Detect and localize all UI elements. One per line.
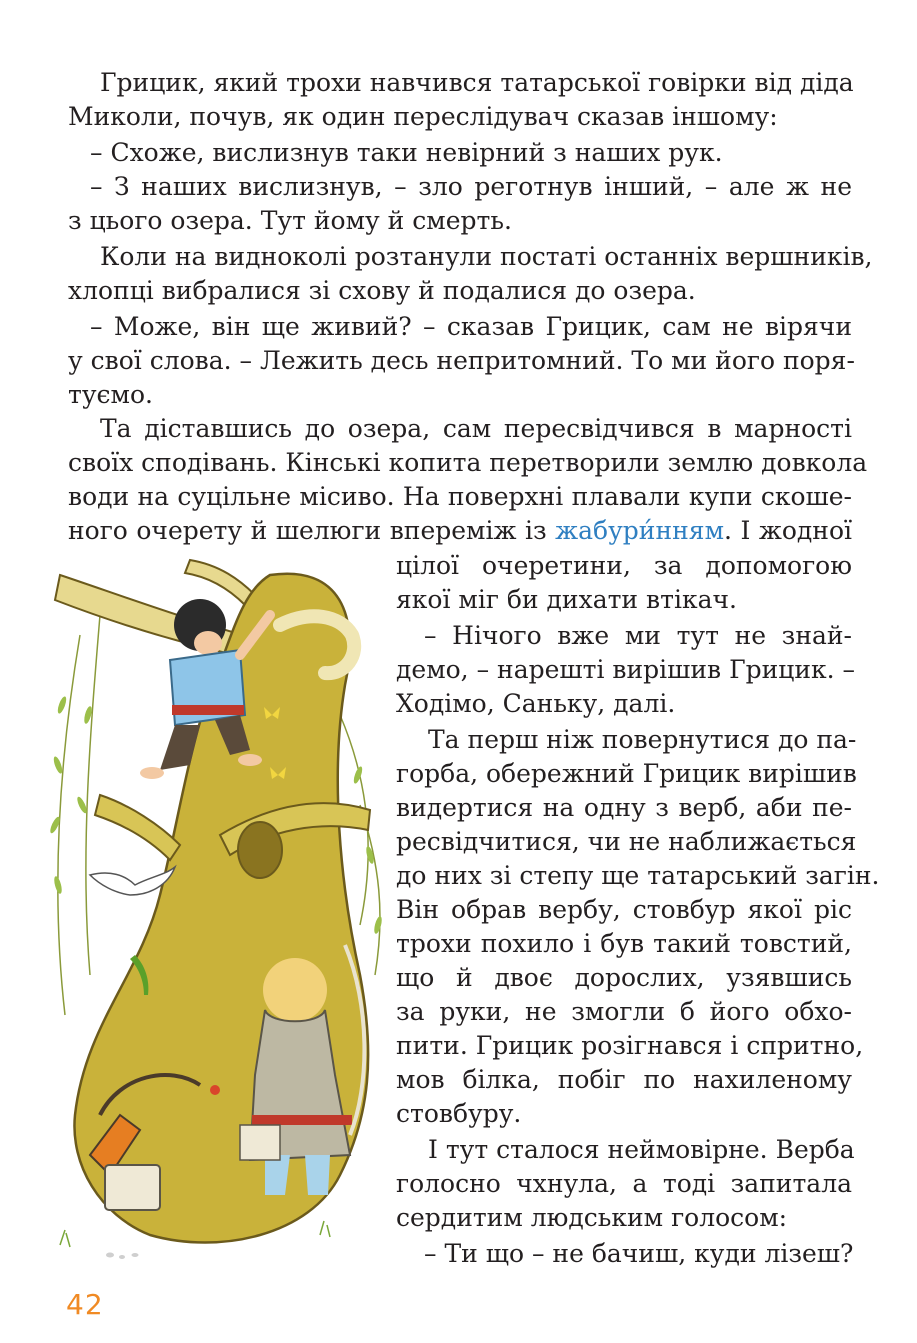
text-line: цілої очеретини, за допомогою <box>396 551 852 580</box>
willow-tree-illustration <box>40 555 390 1275</box>
tree-branch <box>95 795 180 860</box>
text-line: Та перш ніж повернутися до па- <box>428 725 857 754</box>
text-line <box>68 514 852 548</box>
text-fragment: . І жодної <box>724 516 853 545</box>
text-fragment: ного очерету й шелюги впереміж із <box>68 516 547 545</box>
pebbles <box>106 1253 139 1260</box>
text-line: трохи похило і був такий товстий, <box>396 929 852 958</box>
text-line: Він обрав вербу, стовбур якої ріс <box>396 895 852 924</box>
text-line: горба, обережний Грицик вирішив <box>396 759 857 788</box>
text-line: – Схоже, вислизнув таки невірний з наших рук. <box>90 138 723 167</box>
text-line: ресвідчитися, чи не наближається <box>396 827 857 856</box>
flower-icon <box>210 1085 220 1095</box>
text-line: І тут сталося неймовірне. Верба <box>428 1135 855 1164</box>
text-line: Ходімо, Саньку, далі. <box>396 689 676 718</box>
text-line: пити. Грицик розігнався і спритно, <box>396 1031 864 1060</box>
text-line: голосно чхнула, а тоді запитала <box>396 1169 852 1198</box>
text-line: Коли на видноколі розтанули постаті останніх вершників, <box>100 242 873 271</box>
text-line: своїх сподівань. Кінські копита перетворили землю довкола <box>68 448 868 477</box>
text-line: за руки, не змогли б його обхо- <box>396 997 852 1026</box>
text-line: у свої слова. – Лежить десь непритомний. То ми його поря- <box>68 346 855 375</box>
text-line: хлопці вибралися зі схову й подалися до озера. <box>68 276 696 305</box>
text-line: до них зі степу ще татарський загін. <box>396 861 880 890</box>
text-line: Та діставшись до озера, сам пересвідчився в марності <box>100 414 852 443</box>
bag-icon <box>105 1165 160 1210</box>
text-line: води на суцільне місиво. На поверхні плавали купи скоше- <box>68 482 852 511</box>
text-line: мов білка, побіг по нахиленому <box>396 1065 852 1094</box>
text-line: – З наших вислизнув, – зло реготнув інший, – але ж не <box>90 172 852 201</box>
page-number: 42 <box>66 1288 104 1321</box>
text-line: – Ти що – не бачиш, куди лізеш? <box>424 1239 854 1268</box>
text-line: якої міг би дихати втікач. <box>396 585 737 614</box>
text-line: туємо. <box>68 380 153 409</box>
text-line: сердитим людським голосом: <box>396 1203 788 1232</box>
text-line: Миколи, почув, як один переслідувач сказав іншому: <box>68 102 778 131</box>
text-line: – Нічого вже ми тут не знай- <box>424 621 852 650</box>
text-line: стовбуру. <box>396 1099 522 1128</box>
text-line: демо, – нарешті вирішив Грицик. – <box>396 655 856 684</box>
tree-hollow <box>238 822 282 878</box>
text-line: – Може, він ще живий? – сказав Грицик, сам не вірячи <box>90 312 852 341</box>
text-line: що й двоє дорослих, узявшись <box>396 963 852 992</box>
glossary-link[interactable]: жабури́нням <box>555 516 725 545</box>
tree-branch <box>185 560 255 605</box>
text-line: видертися на одну з верб, аби пе- <box>396 793 852 822</box>
text-line: Грицик, який трохи навчився татарської говірки від діда <box>100 68 854 97</box>
text-line: з цього озера. Тут йому й смерть. <box>68 206 512 235</box>
